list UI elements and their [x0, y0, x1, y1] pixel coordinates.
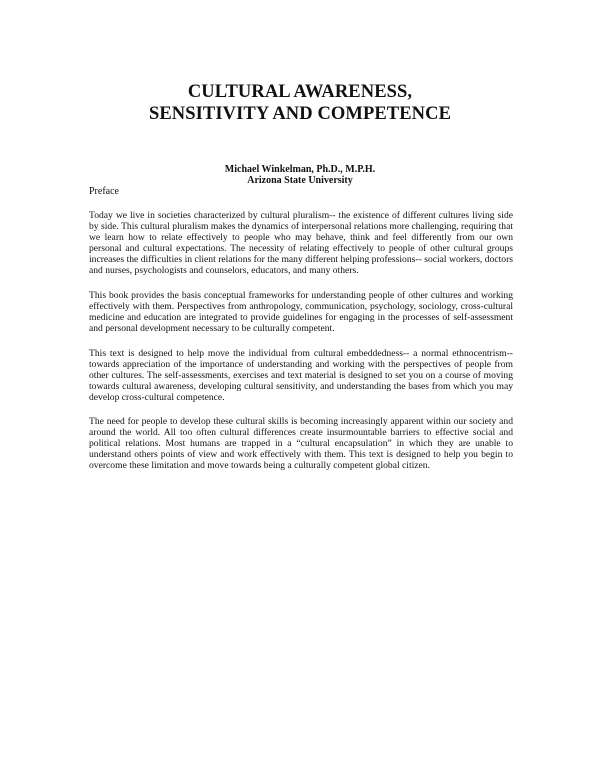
title-line-1: CULTURAL AWARENESS, [187, 82, 413, 102]
paragraph: This book provides the basis conceptual frameworks for understanding people of other cultures and working effectively with them. Perspectives from anthropology, communication, psychology, sociology, cross-cultural medicine and education are integrated to provide guidelines for engaging in the processes of self-assessment and personal development necessary to be culturally competent. [89, 290, 513, 335]
author-affiliation: Arizona State University [247, 175, 353, 186]
paragraph: Today we live in societies characterized by cultural pluralism-- the existence of different cultures living side by side. This cultural pluralism makes the dynamics of interpersonal relations more challenging, requiring that we learn how to relate effectively to people who may behave, think and feel differently from our own personal and cultural expectations. The necessity of relating effectively to people of other cultural groups increases the difficulties in client relations for the many different helping professions-- social workers, doctors and nurses, psychologists and counselors, educators, and many others. [89, 210, 513, 277]
paragraph: The need for people to develop these cultural skills is becoming increasingly apparent within our society and around the world. All too often cultural differences create insurmountable barriers to effective social and political relations. Most humans are trapped in a “cultural encapsulation” in which they are unable to understand others points of view and work effectively with them. This text is designed to help you begin to overcome these limitation and move towards being a culturally competent global citizen. [89, 416, 513, 472]
title-line-2: SENSITIVITY AND COMPETENCE [148, 104, 452, 124]
section-label-preface: Preface [89, 186, 119, 197]
author-name: Michael Winkelman, Ph.D., M.P.H. [224, 164, 376, 175]
paragraph: This text is designed to help move the individual from cultural embeddedness-- a normal ethnocentrism-- towards appreciation of the importance of understanding and working with the perspectives of people from other cultures. The self-assessments, exercises and text material is designed to set you on a course of moving towards cultural awareness, developing cultural sensitivity, and understanding the bases from which you may develop cross-cultural competence. [89, 348, 513, 404]
